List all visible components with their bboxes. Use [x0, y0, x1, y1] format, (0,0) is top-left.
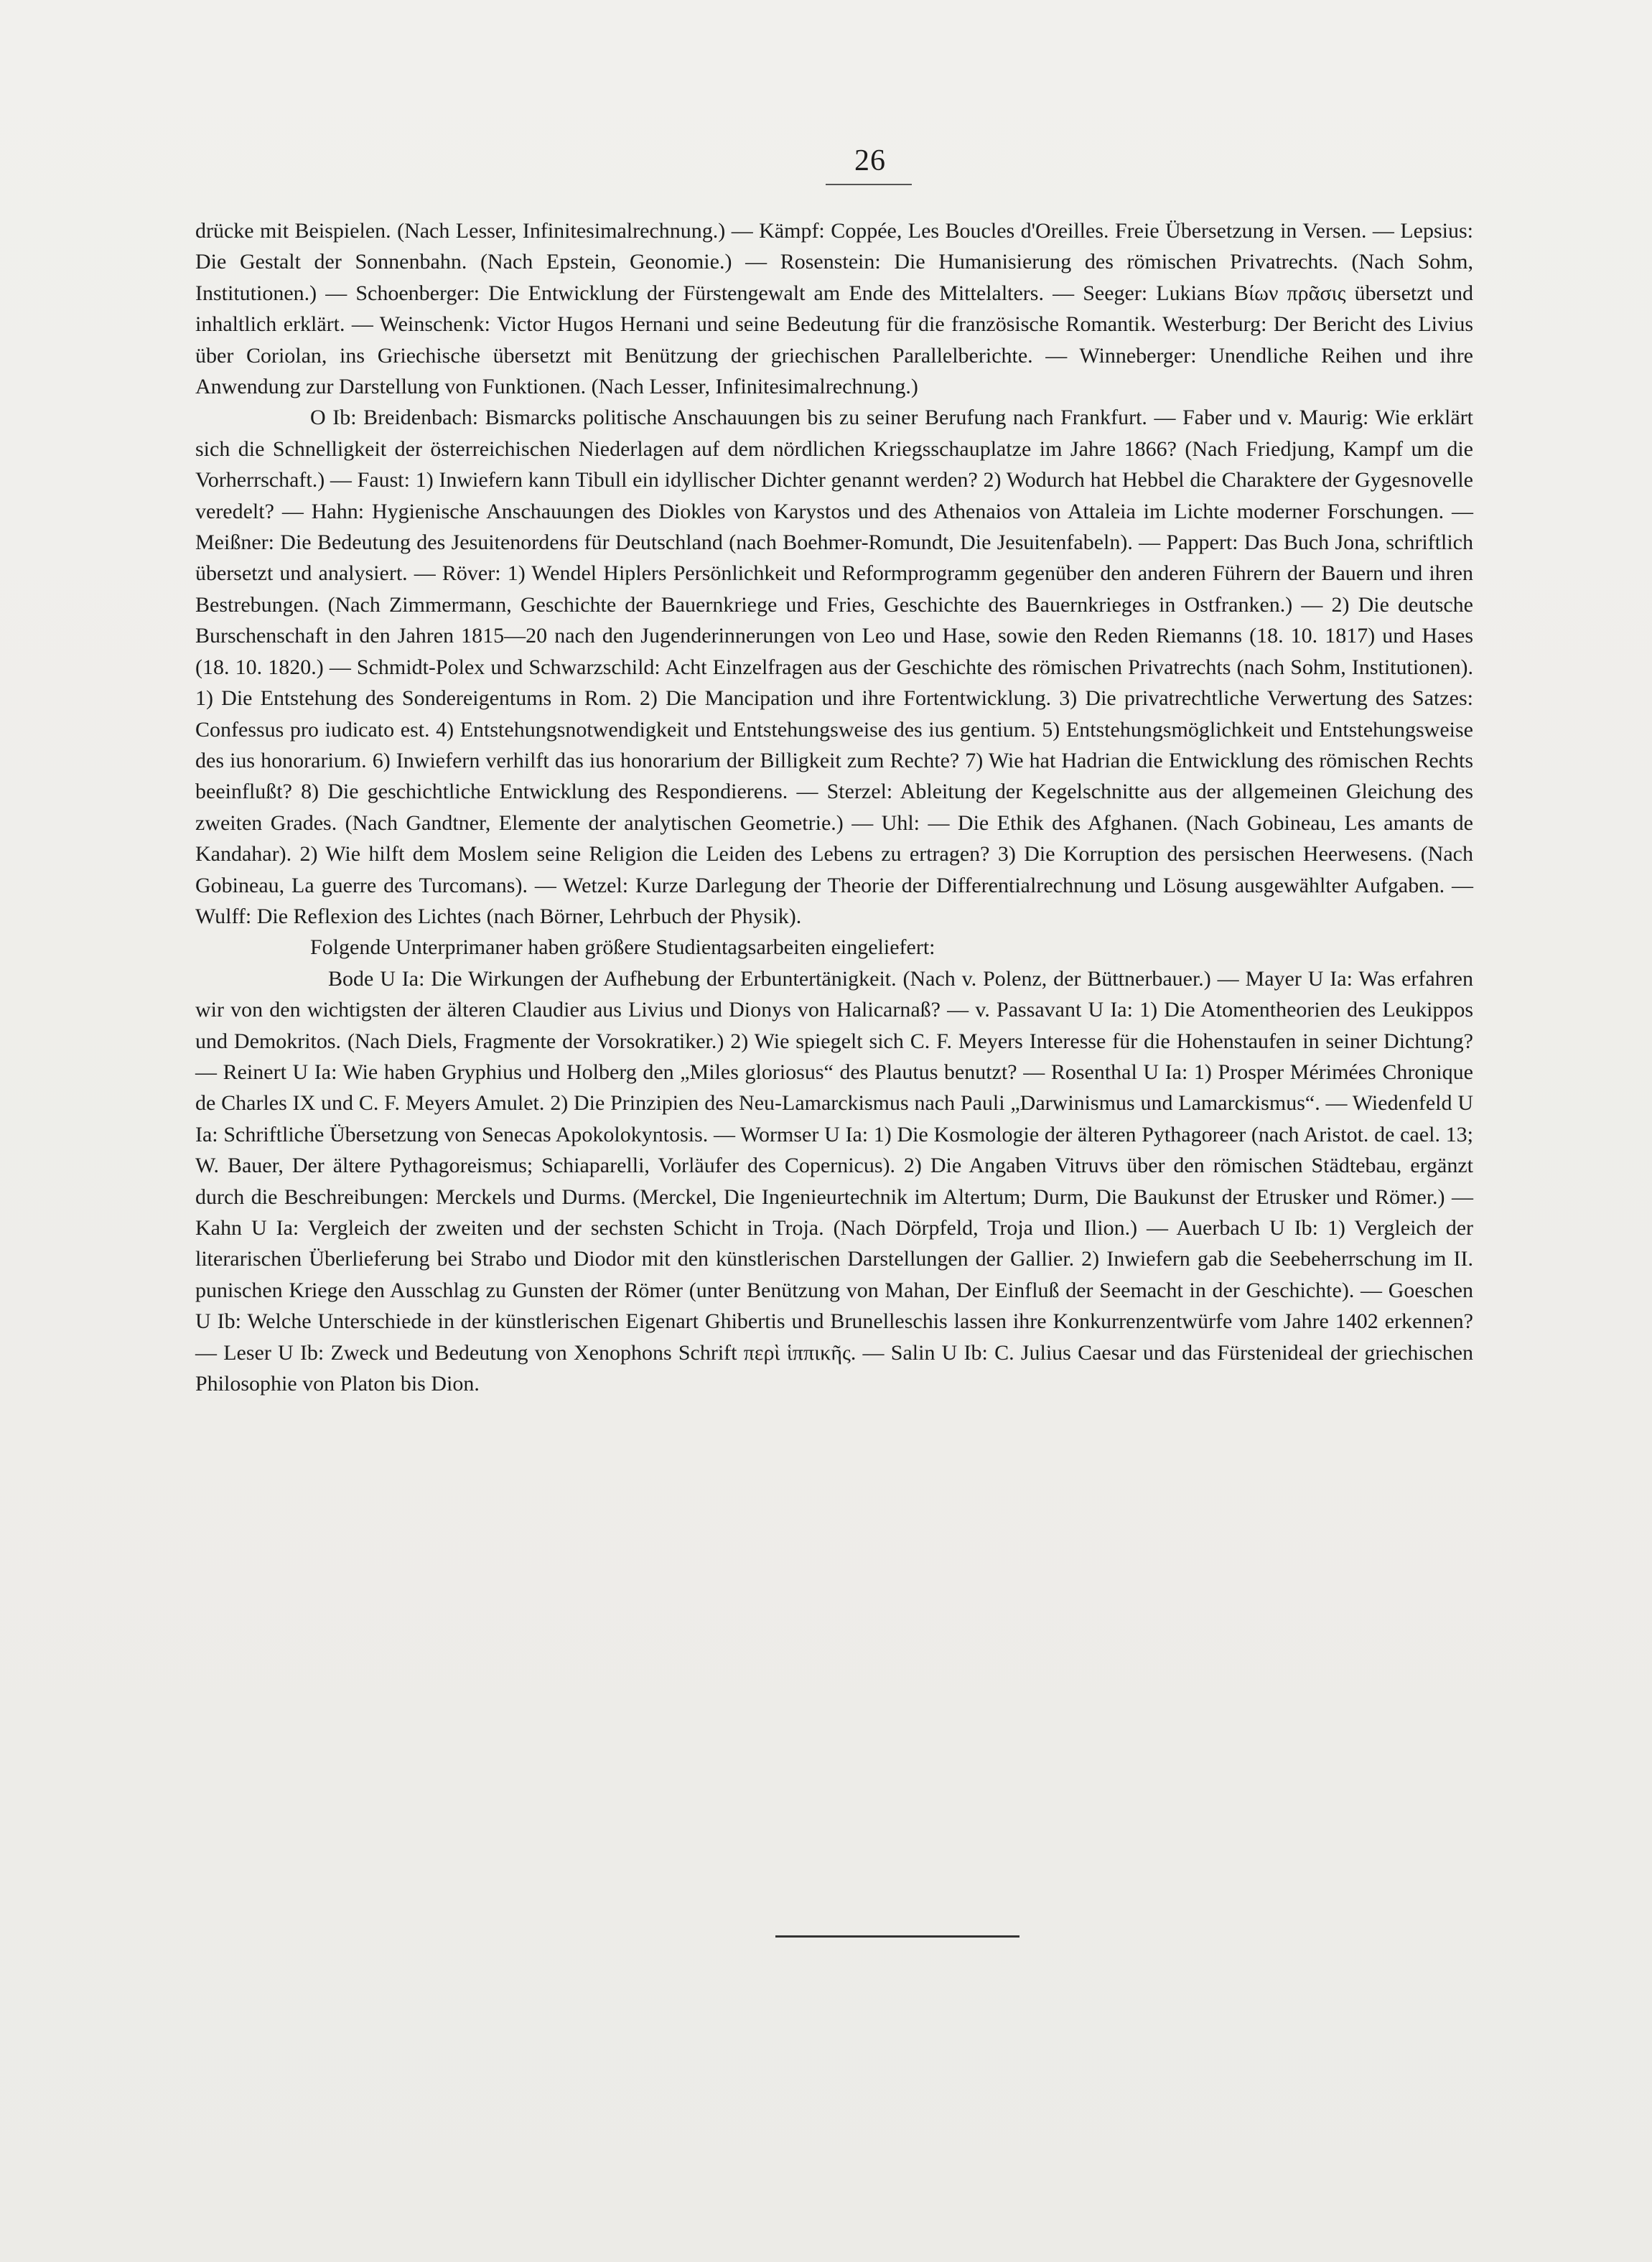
paragraph-unterprimaner-list: Bode U Ia: Die Wirkungen der Aufhebung der Erbuntertänigkeit. (Nach v. Polenz, der Büttnerbauer.) — Mayer U Ia: Was erfahren wir von den wichtigsten der älteren Claudier aus Livius und Dionys von Halicarnaß? — v. Passavant U Ia: 1) Die Atomentheorien des Leukippos und Demokritos. (Nach Diels, Fragmente der Vorsokratiker.) 2) Wie spiegelt sich C. F. Meyers Interesse für die Hohenstaufen in seiner Dichtung? — Reinert U Ia: Wie haben Gryphius und Holberg den „Miles gloriosus“ des Plautus benutzt? — Rosenthal U Ia: 1) Prosper Mérimées Chronique de Charles IX und C. F. Meyers Amulet. 2) Die Prinzipien des Neu-Lamarckismus nach Pauli „Darwinismus und Lamarckismus“. — Wiedenfeld U Ia: Schriftliche Übersetzung von Senecas Apokolokyntosis. — Wormser U Ia: 1) Die Kosmologie der älteren Pythagoreer (nach Aristot. de cael. 13; W. Bauer, Der ältere Pythagoreismus; Schiaparelli, Vorläufer des Copernicus). 2) Die Angaben Vitruvs über den römischen Städtebau, ergänzt durch die Beschreibungen: Merckels und Durms. (Merckel, Die Ingenieurtechnik im Altertum; Durm, Die Baukunst der Etrusker und Römer.) — Kahn U Ia: Vergleich der zweiten und der sechsten Schicht in Troja. (Nach Dörpfeld, Troja und Ilion.) — Auerbach U Ib: 1) Vergleich der literarischen Überlieferung bei Strabo und Diodor mit den künstlerischen Darstellungen der Gallier. 2) Inwiefern gab die Seebeherrschung im II. punischen Kriege den Ausschlag zu Gunsten der Römer (unter Benützung von Mahan, Der Einfluß der Seemacht in der Geschichte). — Goeschen U Ib: Welche Unterschiede in der künstlerischen Eigenart Ghibertis und Brunelleschis lassen ihre Konkurrenzentwürfe vom Jahre 1402 erkennen? — Leser U Ib: Zweck und Bedeutung von Xenophons Schrift περὶ ἱππικῆς. — Salin U Ib: C. Julius Caesar und das Fürstenideal der griechischen Philosophie von Platon bis Dion. [195, 966, 1473, 1396]
paragraph-o-ib: O Ib: Breidenbach: Bismarcks politische Anschauungen bis zu seiner Berufung nach Frankfurt. — Faber und v. Maurig: Wie erklärt sich die Schnelligkeit der österreichischen Niederlagen auf dem nördlichen Kriegsschauplatze im Jahre 1866? (Nach Friedjung, Kampf um die Vorherrschaft.) — Faust: 1) Inwiefern kann Tibull ein idyllischer Dichter genannt werden? 2) Wodurch hat Hebbel die Charaktere der Gygesnovelle veredelt? — Hahn: Hygienische Anschauungen des Diokles von Karystos und des Athenaios von Attaleia im Lichte moderner Forschungen. — Meißner: Die Bedeutung des Jesuitenordens für Deutschland (nach Boehmer-Romundt, Die Jesuitenfabeln). — Pappert: Das Buch Jona, schriftlich übersetzt und analysiert. — Röver: 1) Wendel Hiplers Persönlichkeit und Reformprogramm gegenüber den anderen Führern der Bauern und ihren Bestrebungen. (Nach Zimmermann, Geschichte der Bauernkriege und Fries, Geschichte des Bauernkrieges in Ostfranken.) — 2) Die deutsche Burschenschaft in den Jahren 1815—20 nach den Jugenderinnerungen von Leo und Hase, sowie den Reden Riemanns (18. 10. 1817) und Hases (18. 10. 1820.) — Schmidt-Polex und Schwarzschild: Acht Einzelfragen aus der Geschichte des römischen Privatrechts (nach Sohm, Institutionen). 1) Die Entstehung des Sondereigentums in Rom. 2) Die Mancipation und ihre Fortentwicklung. 3) Die privatrechtliche Verwertung des Satzes: Confessus pro iudicato est. 4) Entstehungsnotwendigkeit und Entstehungsweise des ius gentium. 5) Entstehungsmöglichkeit und Entstehungsweise des ius honorarium. 6) Inwiefern verhilft das ius honorarium der Billigkeit zum Rechte? 7) Wie hat Hadrian die Entwicklung des römischen Rechts beeinflußt? 8) Die geschichtliche Entwicklung des Respondierens. — Sterzel: Ableitung der Kegelschnitte aus der allgemeinen Gleichung des zweiten Grades. (Nach Gandtner, Elemente der analytischen Geometrie.) — Uhl: — Die Ethik des Afghanen. (Nach Gobineau, Les amants de Kandahar). 2) Wie hilft dem Moslem seine Religion die Leiden des Lebens zu ertragen? 3) Die Korruption des persischen Heerwesens. (Nach Gobineau, La guerre des Turcomans). — Wetzel: Kurze Darlegung der Theorie der Differentialrechnung und Lösung ausgewählter Aufgaben. — Wulff: Die Reflexion des Lichtes (nach Börner, Lehrbuch der Physik). [195, 406, 1473, 928]
body-text [195, 215, 1473, 1399]
header-rule [826, 184, 912, 185]
paragraph-unterprimaner-heading: Folgende Unterprimaner haben größere Studientagsarbeiten eingeliefert: [310, 935, 935, 960]
page-number: 26 [854, 144, 886, 177]
paragraph-1: drücke mit Beispielen. (Nach Lesser, Infinitesimalrechnung.) — Kämpf: Coppée, Les Boucles d'Oreilles. Freie Übersetzung in Versen. — Lepsius: Die Gestalt der Sonnenbahn. (Nach Epstein, Geonomie.) — Rosenstein: Die Humanisierung des römischen Privatrechts. (Nach Sohm, Institutionen.) — Schoenberger: Die Entwicklung der Fürstengewalt am Ende des Mittelalters. — Seeger: Lukians Βίων πρᾶσις übersetzt und inhaltlich erklärt. — Weinschenk: Victor Hugos Hernani und seine Bedeutung für die französische Romantik. Westerburg: Der Bericht des Livius über Coriolan, ins Griechische übersetzt mit Benützung der griechischen Parallelberichte. — Winneberger: Unendliche Reihen und ihre Anwendung zur Darstellung von Funktionen. (Nach Lesser, Infinitesimalrechnung.) [195, 219, 1473, 399]
section-end-rule [775, 1935, 1019, 1938]
